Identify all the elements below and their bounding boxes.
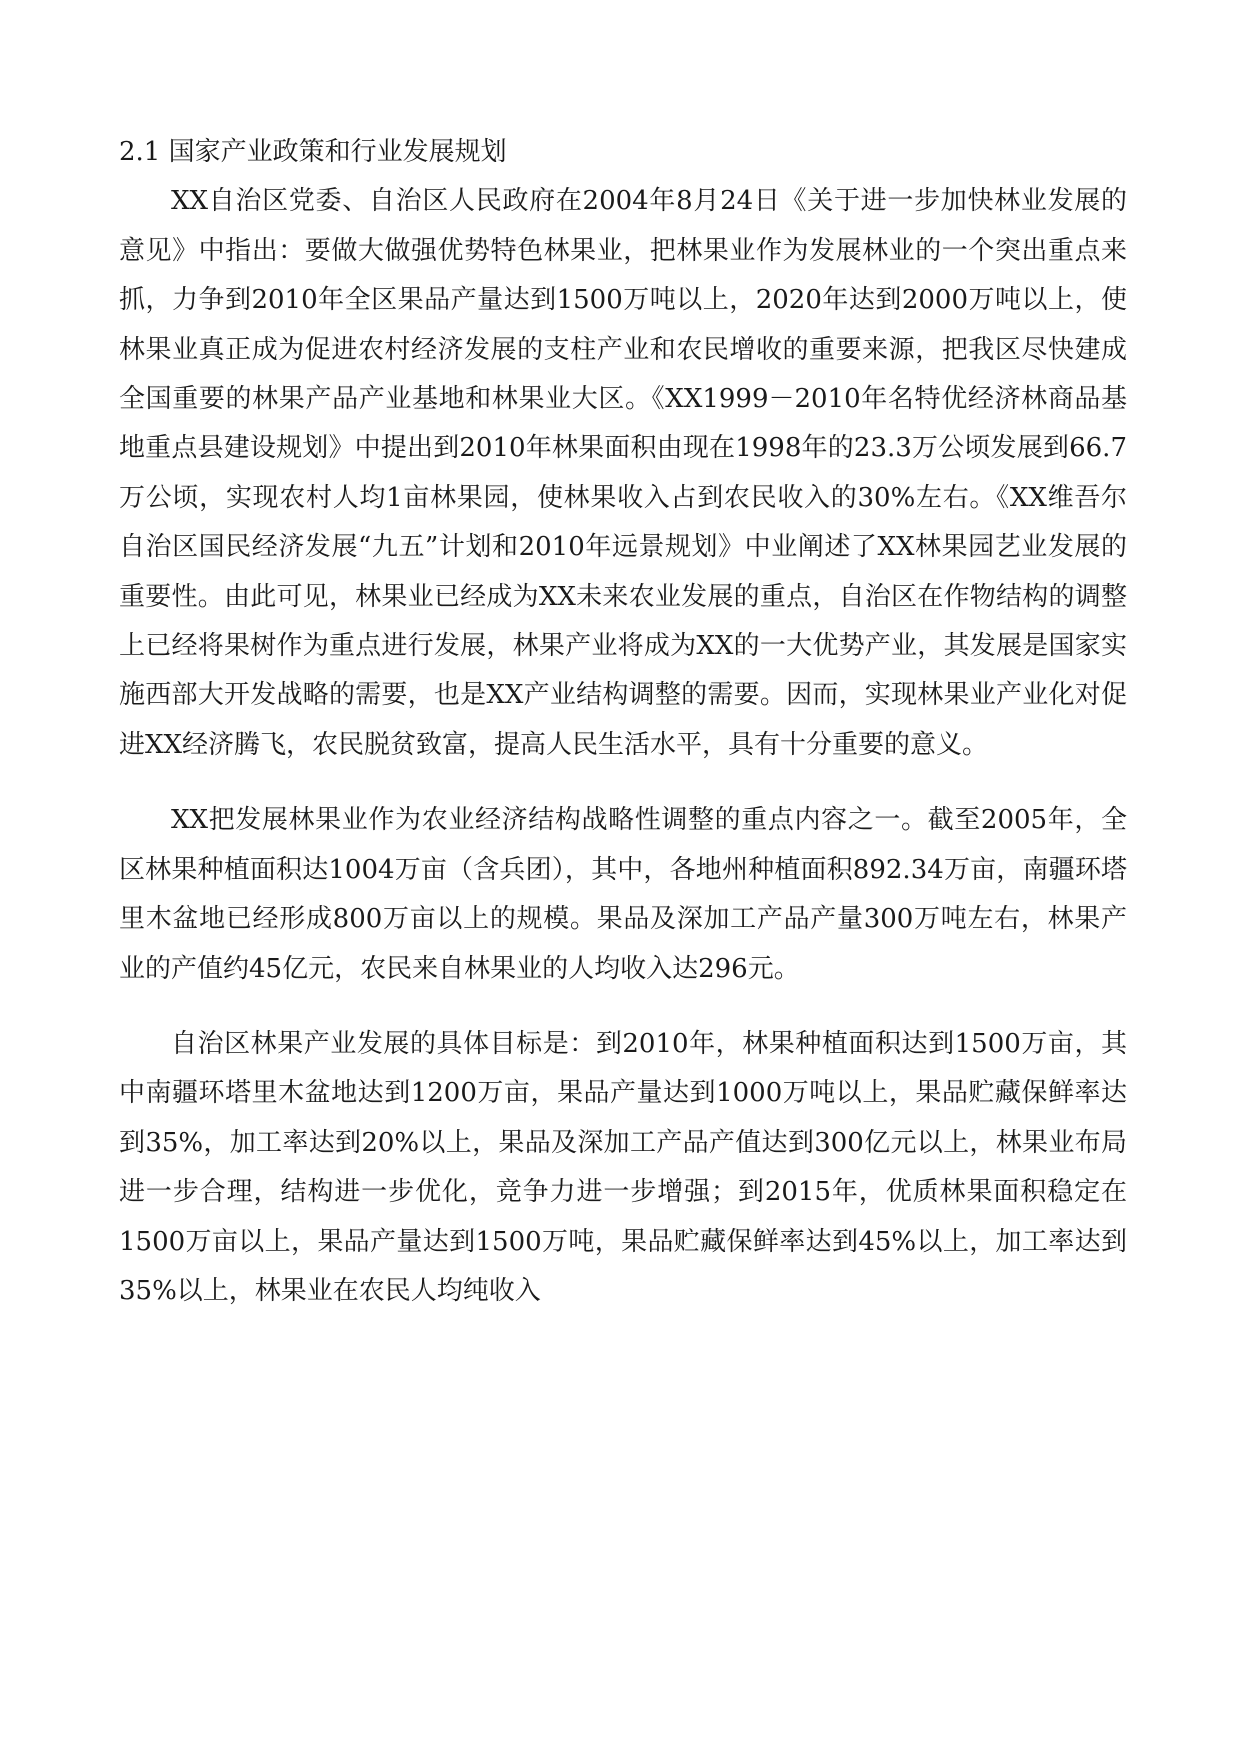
paragraph-policy-overview: XX自治区党委、自治区人民政府在2004年8月24日《关于进一步加快林业发展的意见》中指出：要做大做强优势特色林果业，把林果业作为发展林业的一个突出重点来抓，力争到2010年全区果品产量达到1500万吨以上，2020年达到2000万吨以上，使林果业真正成为促进农村经济发展的支柱产业和农民增收的重要来源，把我区尽快建成全国重要的林果产品产业基地和林果业大区。《XX1999－2010年名特优经济林商品基地重点县建设规划》中提出到2010年林果面积由现在1998年的23.3万公顷发展到66.7万公顷，实现农村人均1亩林果园，使林果收入占到农民收入的30%左右。《XX维吾尔自治区国民经济发展“九五”计划和2010年远景规划》中业阐述了XX林果园艺业发展的重要性。由此可见，林果业已经成为XX未来农业发展的重点，自治区在作物结构的调整上已经将果树作为重点进行发展，林果产业将成为XX的一大优势产业，其发展是国家实施西部大开发战略的需要，也是XX产业结构调整的需要。因而，实现林果业产业化对促进XX经济腾飞，农民脱贫致富，提高人民生活水平，具有十分重要的意义。 [119,186,1127,760]
paragraph-development-targets: 自治区林果产业发展的具体目标是：到2010年，林果种植面积达到1500万亩，其中南疆环塔里木盆地达到1200万亩，果品产量达到1000万吨以上，果品贮藏保鲜率达到35%，加工率达到20%以上，果品及深加工产品产值达到300亿元以上，林果业布局进一步合理，结构进一步优化，竞争力进一步增强；到2015年，优质林果面积稳定在1500万亩以上，果品产量达到1500万吨，果品贮藏保鲜率达到45%以上，加工率达到35%以上，林果业在农民人均纯收入 [119,1028,1127,1306]
document-body [119,128,1127,1316]
section-heading: 2.1 国家产业政策和行业发展规划 [119,137,507,167]
paragraph-2005-status: XX把发展林果业作为农业经济结构战略性调整的重点内容之一。截至2005年，全区林果种植面积达1004万亩（含兵团），其中，各地州种植面积892.34万亩，南疆环塔里木盆地已经形成800万亩以上的规模。果品及深加工产品产量300万吨左右，林果产业的产值约45亿元，农民来自林果业的人均收入达296元。 [119,805,1127,984]
